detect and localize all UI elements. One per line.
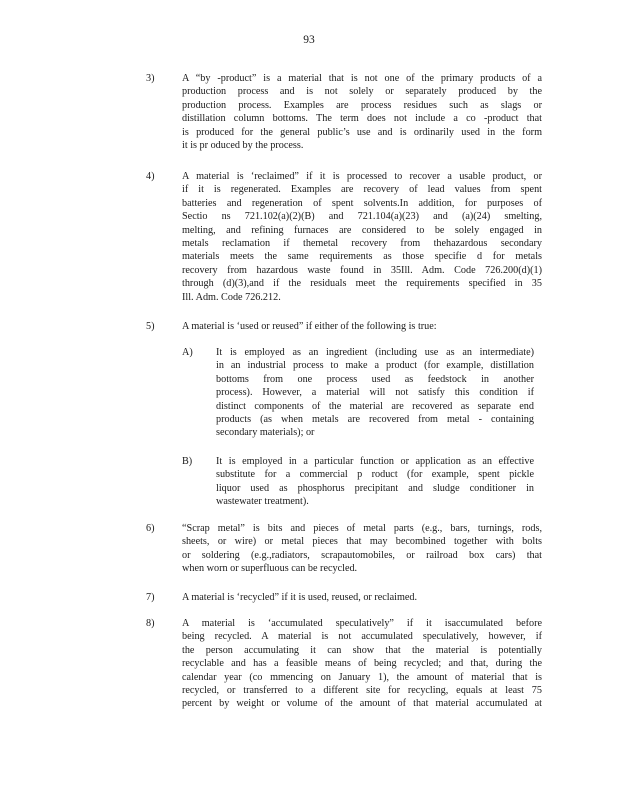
list-item-8 (146, 617, 546, 711)
text-line: It is employed as an ingredient (including use as an intermediate) (216, 347, 534, 358)
text-line: metals reclamation if themetal recovery from thehazardous secondary (182, 238, 542, 250)
text-line: batteries and regeneration of spent solvents.In addition, for purposes of (182, 197, 542, 209)
item-number: 8) (146, 618, 155, 629)
text-line: distillation column bottoms. The term does not include a co -product that (182, 113, 542, 125)
text-line: process). However, a material will not satisfy this condition if (216, 387, 534, 399)
item-number: 7) (146, 592, 155, 603)
list-item-4 (146, 170, 546, 304)
list-item-3 (146, 72, 546, 152)
text-line: products (as when metals are recovered from metal - containing (216, 414, 534, 426)
sub-item-text (216, 346, 534, 440)
text-line: when worn or superfluous can be recycled. (182, 563, 358, 575)
text-line: substitute for a commercial p roduct (for example, spent pickle (216, 469, 534, 481)
list-item-5 (146, 320, 546, 333)
item-number: 5) (146, 321, 155, 332)
sub-item-text (216, 455, 534, 509)
text-line: or soldering (e.g.,radiators, scrapautomobiles, or railroad box cars) that (182, 549, 542, 561)
text-line: wastewater treatment). (216, 496, 309, 508)
sub-item-letter: B) (182, 456, 193, 467)
list-item-7 (146, 591, 546, 604)
list-item-6 (146, 522, 546, 576)
text-line: melting, and refining furnaces are considered to be solely engaged in (182, 224, 542, 236)
text-line: A material is ‘accumulated speculatively” if it isaccumulated before (182, 618, 542, 629)
sub-item-letter: A) (182, 347, 193, 358)
text-line: distinct components of the material are recovered as separate end (216, 400, 534, 412)
item-number: 3) (146, 73, 155, 84)
text-line: production process. Examples are process residues such as slags or (182, 99, 542, 111)
text-line: sheets, or wire) or metal pieces that may becombined together with bolts (182, 536, 542, 548)
text-line: A material is ‘reclaimed” if it is processed to recover a usable product, or (182, 171, 542, 182)
item-text (182, 170, 542, 304)
text-line: A “by -product” is a material that is not one of the primary products of a (182, 73, 542, 84)
text-line: “Scrap metal” is bits and pieces of metal parts (e.g., bars, turnings, rods, (182, 523, 542, 534)
text-line: secondary materials); or (216, 427, 315, 439)
text-line: percent by weight or volume of the amount of that material accumulated at (182, 698, 542, 710)
text-line: production process and is not solely or separately produced by the (182, 86, 542, 98)
text-line: through (d)(3),and if the residuals meet the requirements specified in 35 (182, 278, 542, 290)
text-line: in an industrial process to make a product (for example, distillation (216, 360, 534, 372)
text-line: A material is ‘recycled” if it is used, reused, or reclaimed. (182, 592, 418, 603)
text-line: is produced for the general public’s use and is ordinarily used in the form (182, 126, 542, 138)
text-line: liquor used as phosphorus precipitant and sludge conditioner in (216, 482, 534, 494)
text-line: bottoms from one process used as feedstock in another (216, 373, 534, 385)
text-line: recyclable and has a feasible means of being recycled; and that, during the (182, 658, 542, 670)
item-text (182, 72, 542, 152)
text-line: being recycled. A material is not accumulated speculatively, however, if (182, 631, 542, 643)
text-line: Ill. Adm. Code 726.212. (182, 291, 281, 303)
text-line: the person accumulating it can show that the material is potentially (182, 644, 542, 656)
text-line: calendar year (co mmencing on January 1), the amount of material that is (182, 671, 542, 683)
item-text (182, 591, 542, 604)
text-line: materials meets the same requirements as those specifie d for metals (182, 251, 542, 263)
sub-item-b (182, 455, 538, 509)
item-text (182, 617, 542, 711)
page-number: 93 (303, 34, 315, 46)
sub-item-a (182, 346, 538, 440)
item-text (182, 522, 542, 576)
text-line: recovery from hazardous waste found in 35Ill. Adm. Code 726.200(d)(1) (182, 264, 542, 276)
text-line: if it is regenerated. Examples are recovery of lead values from spent (182, 184, 542, 196)
item-number: 6) (146, 523, 155, 534)
item-text (182, 320, 542, 333)
text-line: It is employed in a particular function or application as an effective (216, 456, 534, 467)
text-line: it is pr oduced by the process. (182, 140, 304, 152)
text-line: recycled, or transferred to a different site for recycling, equals at least 75 (182, 685, 542, 697)
text-line: Sectio ns 721.102(a)(2)(B) and 721.104(a)(23) and (a)(24) smelting, (182, 211, 542, 223)
item-number: 4) (146, 171, 155, 182)
text-line: A material is ‘used or reused” if either of the following is true: (182, 321, 437, 332)
